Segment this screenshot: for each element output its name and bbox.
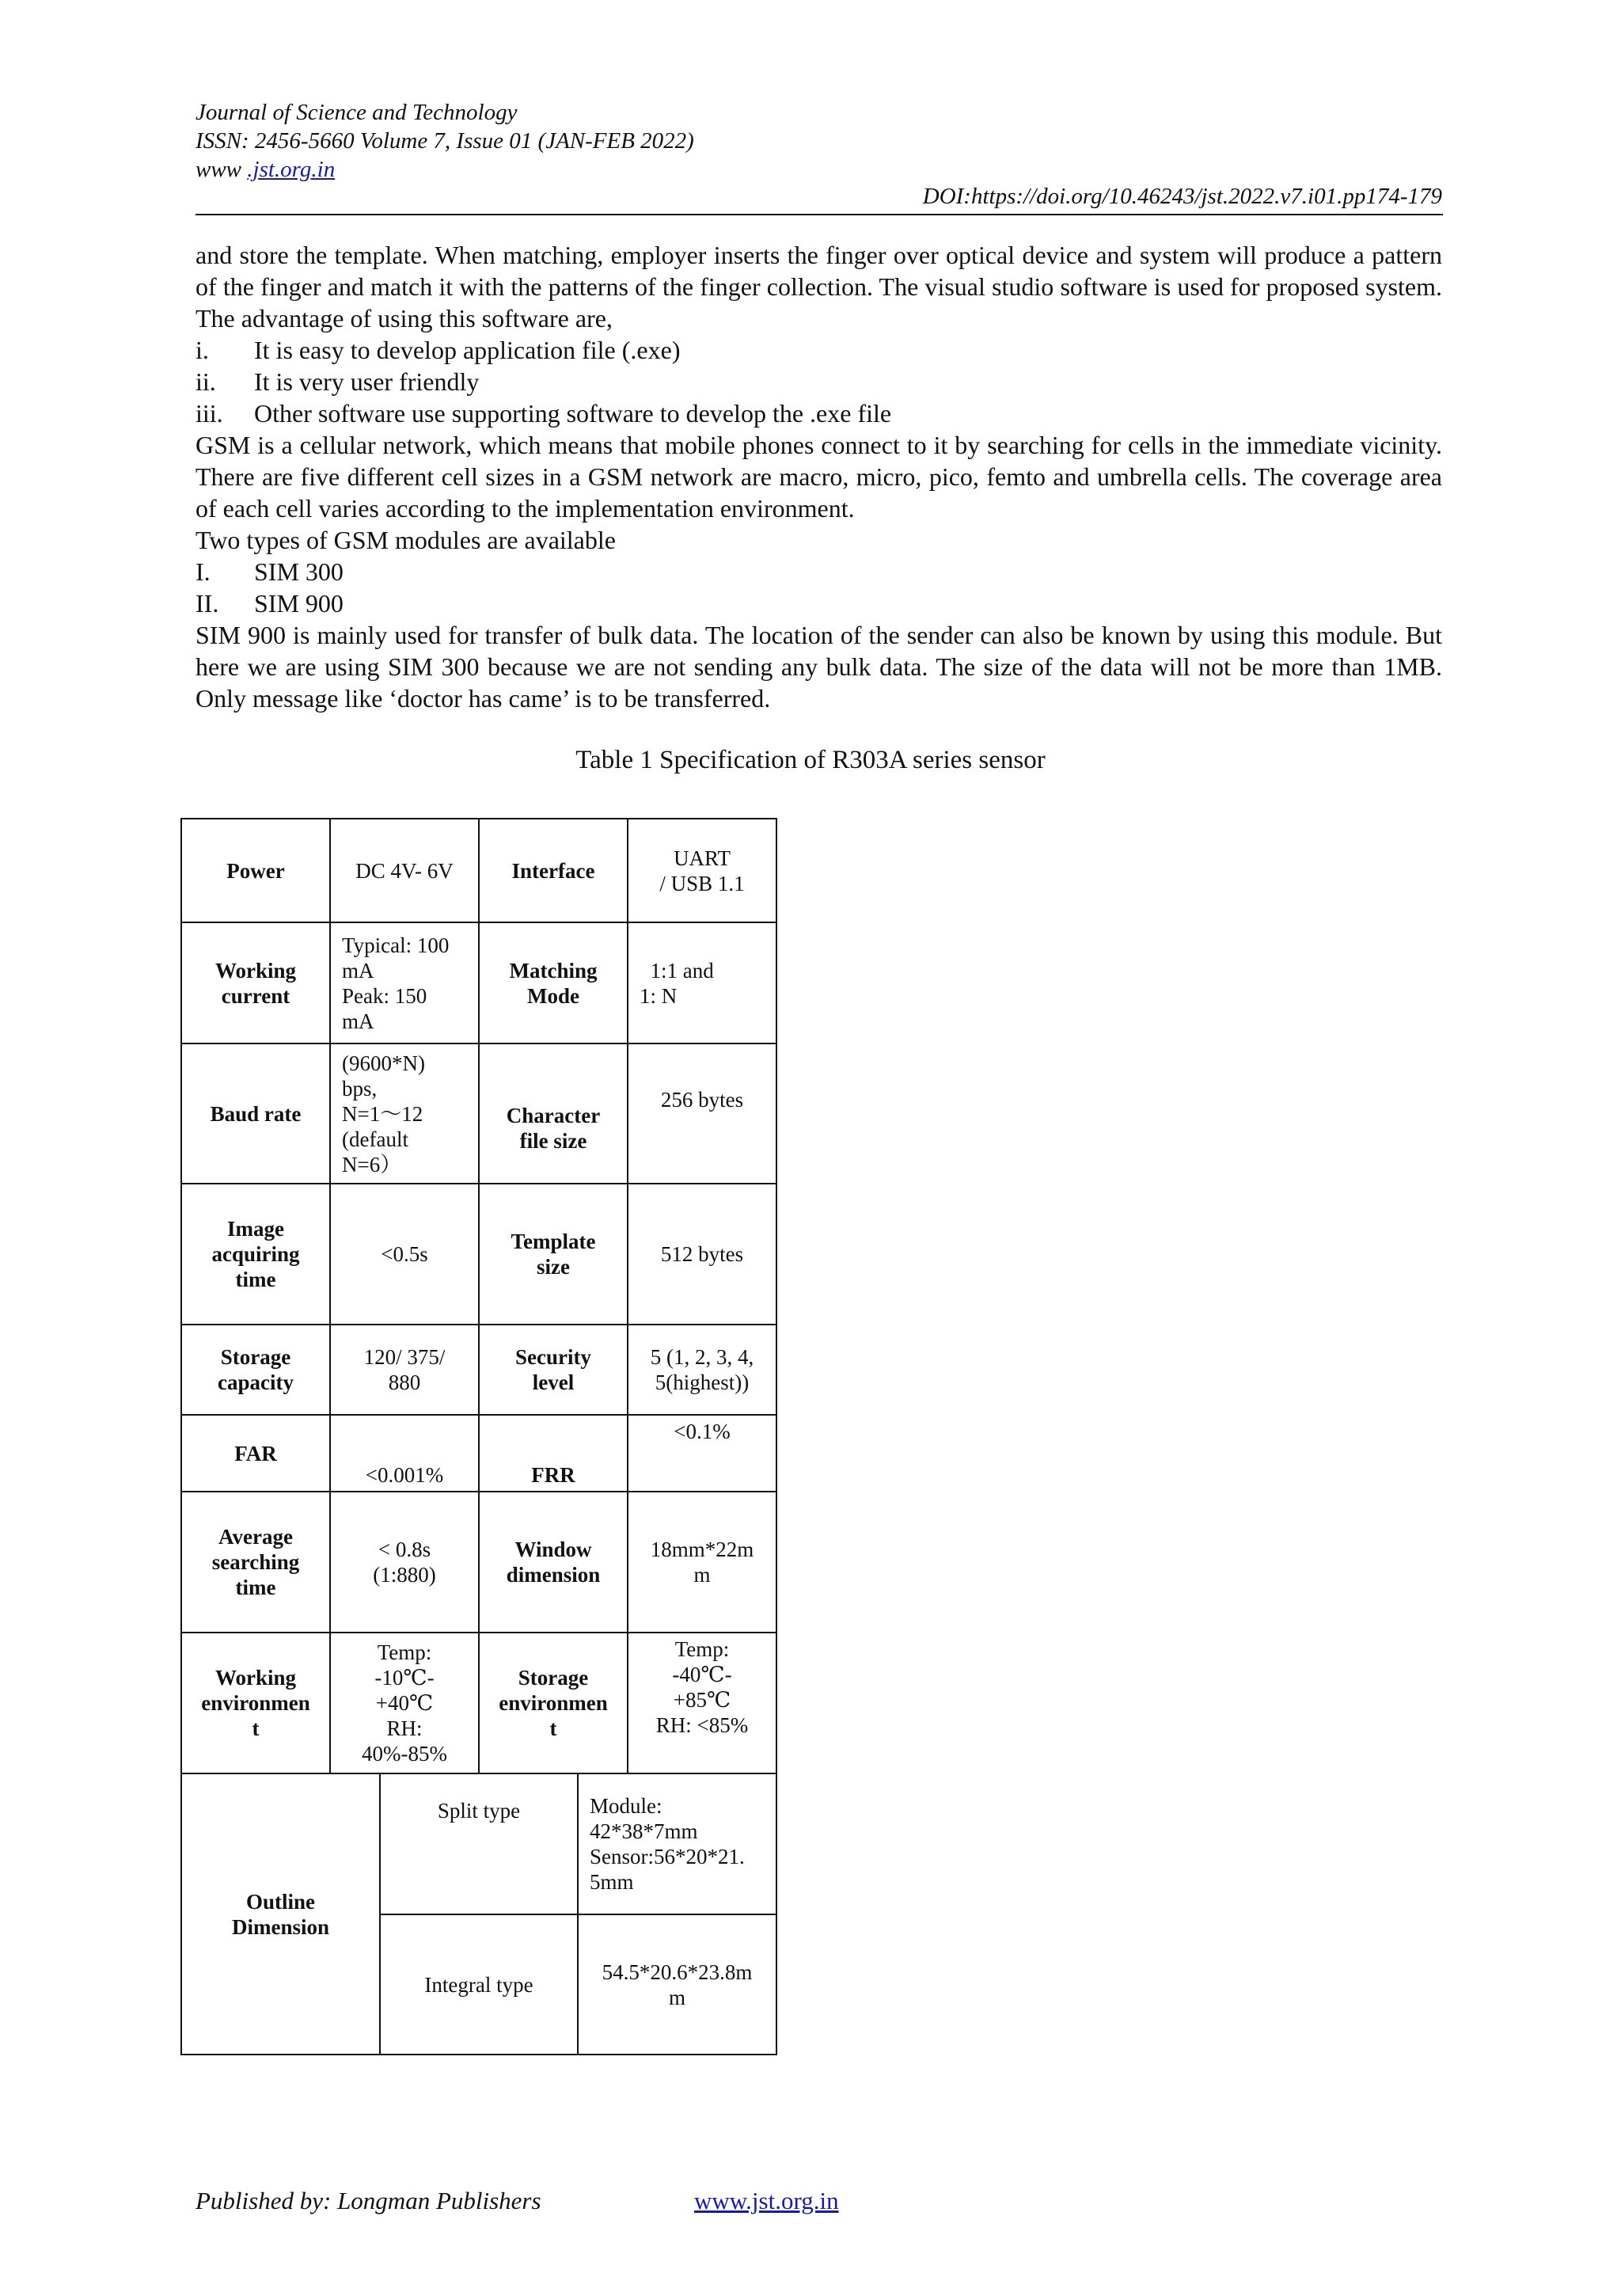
paragraph: GSM is a cellular network, which means that mobile phones connect to it by searching for cells in the immediate vicinity. There are five different cell sizes in a GSM network are macro, micro, pico, femto and umbrella cells. The coverage area of each cell varies according to the implementation environment.	[196, 431, 1442, 523]
table-row	[181, 1492, 776, 1633]
split-type-value: Module: 42*38*7mm Sensor:56*20*21. 5mm	[578, 1773, 776, 1914]
www-prefix: www	[196, 157, 248, 182]
list-item	[196, 366, 1442, 397]
spec-key: Interface	[479, 819, 628, 922]
list-item	[196, 556, 1442, 587]
list-number: ii.	[196, 367, 216, 396]
spec-key: Average searching time	[181, 1492, 330, 1633]
spec-key: Window dimension	[479, 1492, 628, 1633]
spec-key: Working environmen t	[181, 1633, 330, 1773]
table-row	[181, 1633, 776, 1773]
spec-key: Image acquiring time	[181, 1184, 330, 1325]
paragraph: SIM 900 is mainly used for transfer of bulk data. The location of the sender can also be known by using this module. But here we are using SIM 300 because we are not sending any bulk data. The size of the data will not be more than 1MB. Only message like ‘doctor has came’ is to be transferred.	[196, 621, 1442, 713]
issn-line: ISSN: 2456-5660 Volume 7, Issue 01 (JAN-FEB 2022)	[196, 128, 694, 154]
paragraph: and store the template. When matching, employer inserts the finger over optical device and system will produce a pattern of the finger and match it with the patterns of the finger collection. The visual studio software is used for proposed system. The advantage of using this software are,	[196, 241, 1442, 333]
spec-value: 256 bytes	[628, 1043, 776, 1184]
table-row	[181, 819, 776, 922]
header-rule	[196, 214, 1443, 215]
footer-website-link[interactable]: www.jst.org.in	[694, 2187, 839, 2214]
spec-key: Template size	[479, 1184, 628, 1325]
list-number: i.	[196, 336, 209, 364]
spec-key: FRR	[479, 1415, 628, 1492]
spec-value: 120/ 375/ 880	[330, 1325, 479, 1415]
table-row	[181, 922, 776, 1043]
split-type-label: Split type	[380, 1773, 578, 1914]
table-row	[181, 1043, 776, 1184]
spec-key: FAR	[181, 1415, 330, 1492]
spec-key: Working current	[181, 922, 330, 1043]
spec-value: <0.001%	[330, 1415, 479, 1492]
spec-value: (9600*N) bps, N=1～12 (default N=6）	[330, 1043, 479, 1184]
spec-value: <0.1%	[628, 1415, 776, 1492]
list-item	[196, 587, 1442, 619]
spec-key: Character file size	[479, 1043, 628, 1184]
list-text: SIM 300	[254, 557, 344, 586]
integral-type-value: 54.5*20.6*23.8m m	[578, 1914, 776, 2055]
spec-value: 5 (1, 2, 3, 4, 5(highest))	[628, 1325, 776, 1415]
table-caption: Table 1 Specification of R303A series sensor	[575, 746, 1046, 774]
table-row	[181, 1773, 776, 1914]
list-text: It is easy to develop application file (.exe)	[254, 336, 681, 364]
journal-name: Journal of Science and Technology	[196, 100, 518, 125]
list-text: SIM 900	[254, 589, 344, 618]
spec-value: < 0.8s (1:880)	[330, 1492, 479, 1633]
spec-value: UART / USB 1.1	[628, 819, 776, 922]
spec-key: Security level	[479, 1325, 628, 1415]
table-row	[181, 1415, 776, 1492]
spec-key: Storage environmen t	[479, 1633, 628, 1773]
list-number: II.	[196, 589, 219, 618]
list-number: iii.	[196, 399, 223, 428]
spec-value: <0.5s	[330, 1184, 479, 1325]
doi-line: DOI:https://doi.org/10.46243/jst.2022.v7.i01.pp174-179	[922, 184, 1442, 209]
spec-key: Matching Mode	[479, 922, 628, 1043]
www-line	[196, 155, 335, 184]
footer-publisher: Published by: Longman Publishers	[196, 2187, 541, 2214]
spec-key: Baud rate	[181, 1043, 330, 1184]
spec-key: Power	[181, 819, 330, 922]
table-row	[181, 1325, 776, 1415]
spec-value: Typical: 100 mA Peak: 150 mA	[330, 922, 479, 1043]
body-text	[196, 239, 1442, 714]
spec-value: Temp: -10℃- +40℃ RH: 40%-85%	[330, 1633, 479, 1773]
integral-type-label: Integral type	[380, 1914, 578, 2055]
journal-website-link[interactable]: .jst.org.in	[247, 157, 336, 182]
spec-value: Temp: -40℃- +85℃ RH: <85%	[628, 1633, 776, 1773]
spec-table	[180, 818, 777, 2055]
spec-value: 18mm*22m m	[628, 1492, 776, 1633]
spec-key: Storage capacity	[181, 1325, 330, 1415]
list-text: It is very user friendly	[254, 367, 480, 396]
list-item	[196, 397, 1442, 429]
list-item	[196, 334, 1442, 366]
list-number: I.	[196, 557, 211, 586]
spec-value: 1:1 and 1: N	[628, 922, 776, 1043]
spec-value: DC 4V- 6V	[330, 819, 479, 922]
paragraph: Two types of GSM modules are available	[196, 526, 616, 554]
list-text: Other software use supporting software to develop the .exe file	[254, 399, 892, 428]
spec-value: 512 bytes	[628, 1184, 776, 1325]
outline-dimension-label: Outline Dimension	[181, 1773, 380, 2055]
table-row	[181, 1184, 776, 1325]
